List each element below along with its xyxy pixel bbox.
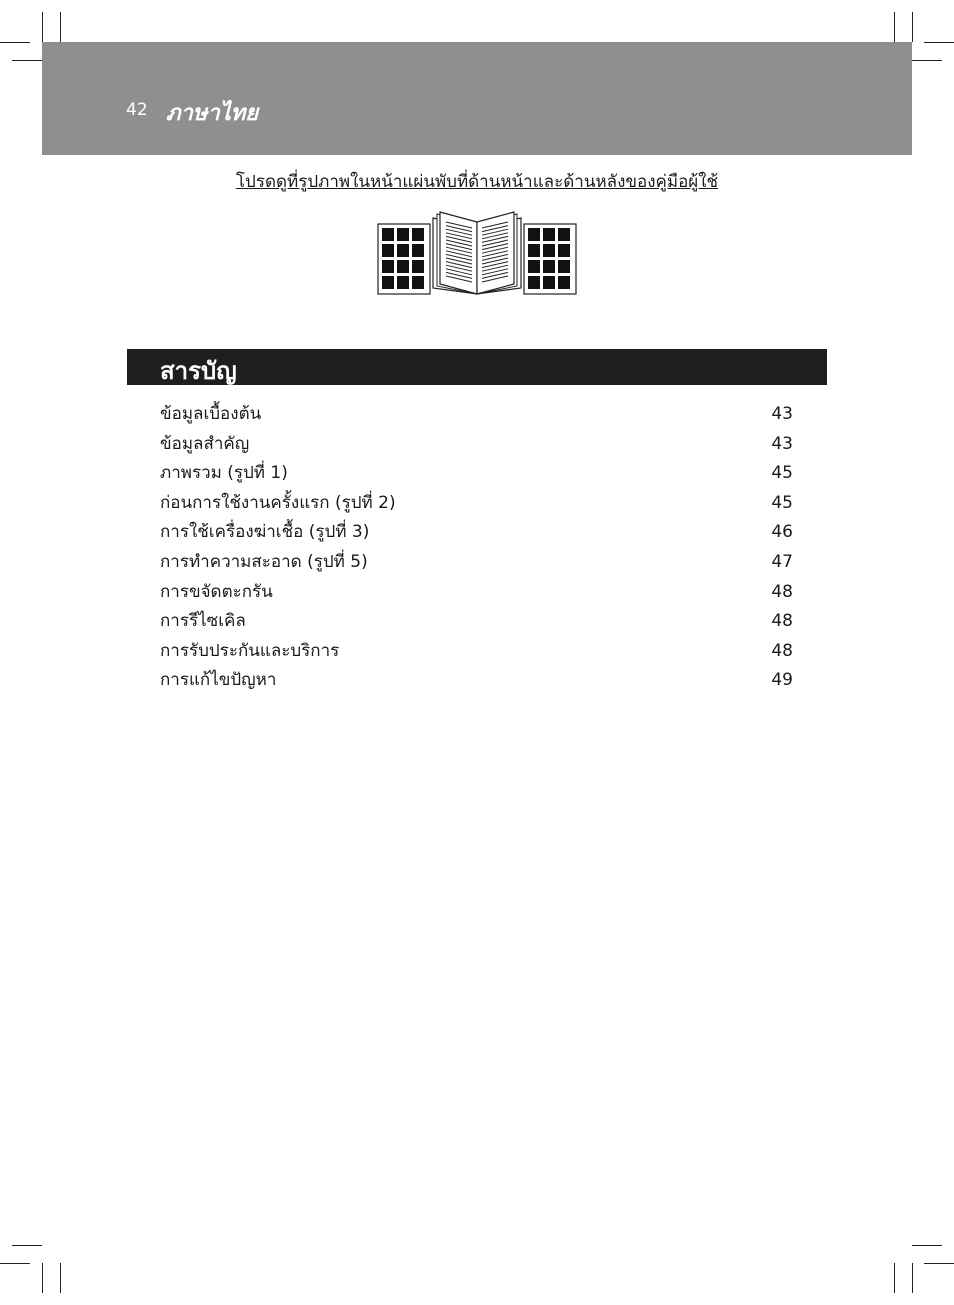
toc-item — [160, 607, 793, 637]
intro-note — [0, 168, 954, 195]
toc-item — [160, 518, 793, 548]
crop-mark — [912, 1245, 942, 1246]
intro-note-text: โปรดดูที่รูปภาพในหน้าแผ่นพับที่ด้านหน้าและด้านหลังของคู่มือผู้ใช้ — [235, 172, 719, 192]
toc-item — [160, 400, 793, 430]
toc-item — [160, 637, 793, 667]
toc-item-label: การแก้ไขปัญหา — [160, 670, 277, 691]
toc-item — [160, 548, 793, 578]
toc-item-label: ข้อมูลเบื้องต้น — [160, 404, 262, 424]
crop-mark — [60, 12, 61, 42]
crop-mark — [912, 60, 942, 61]
toc-item-label: ข้อมูลสำคัญ — [160, 433, 250, 454]
toc-item-label: การรับประกันและบริการ — [160, 640, 340, 661]
toc-item — [160, 666, 793, 696]
crop-mark — [912, 12, 913, 42]
toc-item-page: 48 — [771, 640, 793, 661]
crop-mark — [12, 1245, 42, 1246]
toc-item-page: 46 — [771, 522, 793, 543]
crop-mark — [42, 12, 43, 42]
toc-item — [160, 489, 793, 519]
folded-booklet-icon — [377, 208, 577, 298]
crop-mark — [894, 1263, 895, 1293]
crop-mark — [912, 1263, 913, 1293]
crop-mark — [42, 1263, 43, 1293]
crop-mark — [60, 1263, 61, 1293]
crop-mark — [894, 12, 895, 42]
crop-mark — [0, 42, 30, 43]
crop-mark — [924, 1263, 954, 1264]
toc-item — [160, 578, 793, 608]
toc-item-label: การทำความสะอาด (รูปที่ 5) — [160, 551, 368, 572]
toc-item — [160, 430, 793, 460]
crop-mark — [0, 1263, 30, 1264]
crop-mark — [924, 42, 954, 43]
toc-item-label: ภาพรวม (รูปที่ 1) — [160, 463, 288, 484]
toc-item-page: 47 — [771, 551, 793, 572]
toc-item-label: การใช้เครื่องฆ่าเชื้อ (รูปที่ 3) — [160, 522, 370, 543]
toc-list — [160, 400, 793, 696]
toc-item-page: 48 — [771, 611, 793, 632]
toc-title: สารบัญ — [160, 357, 237, 385]
crop-mark — [12, 60, 42, 61]
toc-item-page: 45 — [771, 463, 793, 484]
toc-item-label: การรีไซเคิล — [160, 611, 246, 632]
page-number: 42 — [126, 100, 148, 120]
toc-item-label: ก่อนการใช้งานครั้งแรก (รูปที่ 2) — [160, 492, 396, 513]
toc-item-page: 48 — [771, 581, 793, 602]
toc-item-page: 45 — [771, 492, 793, 513]
toc-item — [160, 459, 793, 489]
toc-header — [127, 349, 827, 385]
language-title: ภาษาไทย — [166, 101, 259, 126]
toc-item-page: 43 — [771, 433, 793, 454]
toc-item-page: 43 — [771, 404, 793, 424]
toc-item-label: การขจัดตะกรัน — [160, 581, 273, 602]
toc-item-page: 49 — [771, 670, 793, 691]
